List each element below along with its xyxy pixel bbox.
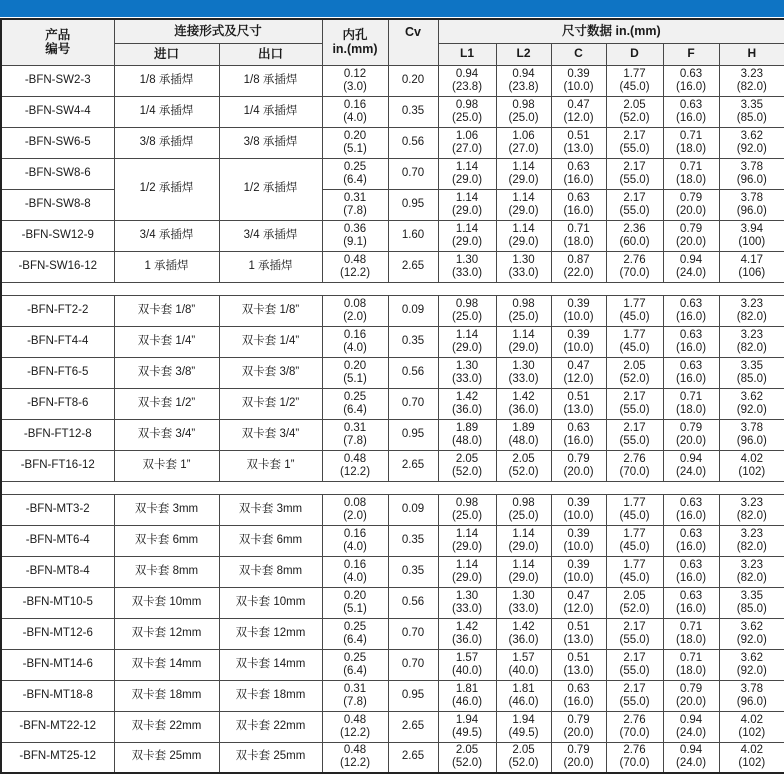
dim-f-cell: 0.79 (20.0) (663, 220, 719, 251)
dim-c-cell: 0.63 (16.0) (551, 419, 606, 450)
dim-f-cell: 0.71 (18.0) (663, 158, 719, 189)
outlet-cell: 双卡套 6mm (219, 525, 322, 556)
dim-c-cell: 0.39 (10.0) (551, 326, 606, 357)
cv-cell: 1.60 (388, 220, 438, 251)
dim-l1-cell: 0.94 (23.8) (438, 65, 496, 96)
product-code-cell: -BFN-FT12-8 (1, 419, 114, 450)
bore-cell: 0.48 (12.2) (322, 742, 388, 773)
dim-l2-cell: 1.14 (29.0) (496, 220, 551, 251)
dim-f-cell: 0.79 (20.0) (663, 680, 719, 711)
cv-cell: 0.56 (388, 127, 438, 158)
section-separator (1, 481, 784, 494)
dim-l2-cell: 1.06 (27.0) (496, 127, 551, 158)
outlet-cell: 双卡套 1” (219, 450, 322, 481)
product-code-cell: -BFN-SW4-4 (1, 96, 114, 127)
product-code-cell: -BFN-MT22-12 (1, 711, 114, 742)
dim-h-cell: 3.23 (82.0) (719, 494, 784, 525)
dim-c-cell: 0.39 (10.0) (551, 556, 606, 587)
product-code-cell: -BFN-SW6-5 (1, 127, 114, 158)
inlet-cell: 1/8 承插焊 (114, 65, 219, 96)
dim-f-cell: 0.94 (24.0) (663, 251, 719, 282)
dim-l1-cell: 1.14 (29.0) (438, 326, 496, 357)
dim-l2-cell: 1.14 (29.0) (496, 158, 551, 189)
dim-l1-cell: 2.05 (52.0) (438, 742, 496, 773)
dim-h-cell: 3.23 (82.0) (719, 326, 784, 357)
product-code-cell: -BFN-MT25-12 (1, 742, 114, 773)
dim-l2-cell: 1.14 (29.0) (496, 556, 551, 587)
table-row (1, 251, 784, 282)
section-separator (1, 282, 784, 295)
product-code-cell: -BFN-SW2-3 (1, 65, 114, 96)
dim-f-cell: 0.94 (24.0) (663, 742, 719, 773)
dim-l1-cell: 1.14 (29.0) (438, 220, 496, 251)
table-row (1, 711, 784, 742)
dim-l1-cell: 1.14 (29.0) (438, 189, 496, 220)
dim-l2-cell: 1.14 (29.0) (496, 525, 551, 556)
section-ft (1, 295, 784, 481)
table-row (1, 127, 784, 158)
dim-c-cell: 0.51 (13.0) (551, 649, 606, 680)
dim-c-cell: 0.51 (13.0) (551, 618, 606, 649)
bore-cell: 0.08 (2.0) (322, 295, 388, 326)
outlet-cell: 1/2 承插焊 (219, 158, 322, 220)
inlet-cell: 双卡套 8mm (114, 556, 219, 587)
product-number-header (1, 19, 114, 65)
dim-d-cell: 1.77 (45.0) (606, 65, 663, 96)
product-code-cell: -BFN-FT8-6 (1, 388, 114, 419)
dim-d-cell: 1.77 (45.0) (606, 326, 663, 357)
cv-cell: 0.70 (388, 649, 438, 680)
dim-d-cell: 2.36 (60.0) (606, 220, 663, 251)
dim-h-cell: 3.62 (92.0) (719, 127, 784, 158)
outlet-cell: 双卡套 8mm (219, 556, 322, 587)
header-row-1 (1, 19, 784, 43)
dim-c-cell: 0.63 (16.0) (551, 158, 606, 189)
dim-l1-cell: 1.42 (36.0) (438, 388, 496, 419)
dim-c-cell: 0.51 (13.0) (551, 127, 606, 158)
product-code-cell: -BFN-SW8-8 (1, 189, 114, 220)
dim-c-cell: 0.39 (10.0) (551, 494, 606, 525)
dim-l2-cell: 0.94 (23.8) (496, 65, 551, 96)
table-row (1, 65, 784, 96)
outlet-cell: 双卡套 1/4” (219, 326, 322, 357)
table-row (1, 388, 784, 419)
dim-d-cell: 2.05 (52.0) (606, 587, 663, 618)
cv-cell: 0.95 (388, 680, 438, 711)
dim-f-cell: 0.63 (16.0) (663, 587, 719, 618)
product-code-cell: -BFN-MT10-5 (1, 587, 114, 618)
table-row (1, 680, 784, 711)
bore-cell: 0.16 (4.0) (322, 96, 388, 127)
outlet-cell: 双卡套 25mm (219, 742, 322, 773)
dim-l1-cell: 2.05 (52.0) (438, 450, 496, 481)
bore-cell: 0.48 (12.2) (322, 450, 388, 481)
dim-d-cell: 1.77 (45.0) (606, 525, 663, 556)
cv-cell: 0.09 (388, 494, 438, 525)
dim-c-cell: 0.79 (20.0) (551, 450, 606, 481)
dim-d-cell: 2.17 (55.0) (606, 618, 663, 649)
bore-header-line2: in.(mm) (332, 42, 378, 57)
dim-h-cell: 3.94 (100) (719, 220, 784, 251)
bore-cell: 0.48 (12.2) (322, 711, 388, 742)
dim-l1-cell: 0.98 (25.0) (438, 295, 496, 326)
inlet-cell: 双卡套 12mm (114, 618, 219, 649)
dim-f-cell: 0.79 (20.0) (663, 419, 719, 450)
dim-l1-cell: 1.30 (33.0) (438, 587, 496, 618)
product-code-cell: -BFN-SW12-9 (1, 220, 114, 251)
cv-cell: 0.35 (388, 556, 438, 587)
cv-cell: 0.35 (388, 96, 438, 127)
dim-col-header-c: C (551, 43, 606, 65)
dim-d-cell: 1.77 (45.0) (606, 295, 663, 326)
dim-f-cell: 0.63 (16.0) (663, 96, 719, 127)
dim-d-cell: 2.17 (55.0) (606, 189, 663, 220)
product-code-cell: -BFN-MT18-8 (1, 680, 114, 711)
product-code-cell: -BFN-FT2-2 (1, 295, 114, 326)
outlet-cell: 双卡套 12mm (219, 618, 322, 649)
dim-l1-cell: 1.30 (33.0) (438, 251, 496, 282)
outlet-cell: 双卡套 1/8” (219, 295, 322, 326)
product-code-cell: -BFN-FT16-12 (1, 450, 114, 481)
table-row (1, 649, 784, 680)
dim-f-cell: 0.63 (16.0) (663, 525, 719, 556)
dim-l1-cell: 1.14 (29.0) (438, 525, 496, 556)
dim-f-cell: 0.71 (18.0) (663, 618, 719, 649)
inlet-cell: 双卡套 3/8” (114, 357, 219, 388)
dim-l2-cell: 0.98 (25.0) (496, 295, 551, 326)
table-row (1, 556, 784, 587)
cv-cell: 0.20 (388, 65, 438, 96)
dim-l2-cell: 1.89 (48.0) (496, 419, 551, 450)
dim-c-cell: 0.79 (20.0) (551, 711, 606, 742)
bore-cell: 0.16 (4.0) (322, 556, 388, 587)
bore-cell: 0.25 (6.4) (322, 158, 388, 189)
product-number-header-line2: 编号 (45, 42, 71, 57)
dim-c-cell: 0.79 (20.0) (551, 742, 606, 773)
inlet-cell: 双卡套 1” (114, 450, 219, 481)
dim-c-cell: 0.71 (18.0) (551, 220, 606, 251)
table-header (1, 19, 784, 65)
dim-l2-cell: 1.14 (29.0) (496, 326, 551, 357)
inlet-header: 进口 (114, 43, 219, 65)
outlet-cell: 3/4 承插焊 (219, 220, 322, 251)
inlet-cell: 双卡套 14mm (114, 649, 219, 680)
bore-cell: 0.20 (5.1) (322, 127, 388, 158)
dim-d-cell: 2.05 (52.0) (606, 357, 663, 388)
dim-c-cell: 0.39 (10.0) (551, 65, 606, 96)
table-row (1, 587, 784, 618)
inlet-cell: 1/4 承插焊 (114, 96, 219, 127)
cv-cell: 0.95 (388, 189, 438, 220)
table-row (1, 494, 784, 525)
bore-header-line1: 内孔 (342, 27, 368, 42)
dim-l1-cell: 1.14 (29.0) (438, 158, 496, 189)
dim-d-cell: 2.76 (70.0) (606, 742, 663, 773)
cv-cell: 0.35 (388, 326, 438, 357)
dim-d-cell: 2.05 (52.0) (606, 96, 663, 127)
separator-row (1, 481, 784, 494)
section-mt (1, 494, 784, 773)
dim-c-cell: 0.39 (10.0) (551, 525, 606, 556)
separator-cell (1, 481, 784, 494)
table-row (1, 326, 784, 357)
bore-cell: 0.31 (7.8) (322, 189, 388, 220)
dim-c-cell: 0.39 (10.0) (551, 295, 606, 326)
bore-cell: 0.25 (6.4) (322, 388, 388, 419)
table-row (1, 357, 784, 388)
dim-l2-cell: 1.81 (46.0) (496, 680, 551, 711)
table-row (1, 419, 784, 450)
dim-l1-cell: 1.30 (33.0) (438, 357, 496, 388)
bore-cell: 0.25 (6.4) (322, 618, 388, 649)
bore-cell: 0.48 (12.2) (322, 251, 388, 282)
dim-h-cell: 4.17 (106) (719, 251, 784, 282)
product-number-header-line1: 产品 (45, 27, 71, 42)
outlet-cell: 1/8 承插焊 (219, 65, 322, 96)
dim-l2-cell: 1.30 (33.0) (496, 357, 551, 388)
outlet-cell: 1 承插焊 (219, 251, 322, 282)
separator-row (1, 282, 784, 295)
dim-h-cell: 3.35 (85.0) (719, 357, 784, 388)
table-row (1, 295, 784, 326)
inlet-cell: 双卡套 1/2” (114, 388, 219, 419)
dim-h-cell: 3.62 (92.0) (719, 618, 784, 649)
dim-d-cell: 2.76 (70.0) (606, 251, 663, 282)
dim-l1-cell: 1.42 (36.0) (438, 618, 496, 649)
dim-c-cell: 0.47 (12.0) (551, 96, 606, 127)
dim-col-header-f: F (663, 43, 719, 65)
connection-header: 连接形式及尺寸 (114, 19, 322, 43)
dim-col-header-l1: L1 (438, 43, 496, 65)
dim-f-cell: 0.63 (16.0) (663, 556, 719, 587)
cv-cell: 2.65 (388, 742, 438, 773)
product-code-cell: -BFN-MT12-6 (1, 618, 114, 649)
dim-d-cell: 1.77 (45.0) (606, 494, 663, 525)
cv-cell: 2.65 (388, 711, 438, 742)
dim-l2-cell: 0.98 (25.0) (496, 494, 551, 525)
dim-h-cell: 3.78 (96.0) (719, 189, 784, 220)
dim-l1-cell: 1.57 (40.0) (438, 649, 496, 680)
bore-cell: 0.20 (5.1) (322, 587, 388, 618)
inlet-cell: 双卡套 25mm (114, 742, 219, 773)
outlet-cell: 双卡套 22mm (219, 711, 322, 742)
outlet-cell: 1/4 承插焊 (219, 96, 322, 127)
outlet-cell: 双卡套 1/2” (219, 388, 322, 419)
dim-col-header-l2: L2 (496, 43, 551, 65)
table-row (1, 618, 784, 649)
dim-h-cell: 3.35 (85.0) (719, 587, 784, 618)
outlet-cell: 双卡套 3/8” (219, 357, 322, 388)
product-code-cell: -BFN-MT6-4 (1, 525, 114, 556)
dim-c-cell: 0.47 (12.0) (551, 587, 606, 618)
cv-cell: 0.09 (388, 295, 438, 326)
dim-d-cell: 2.17 (55.0) (606, 388, 663, 419)
product-code-cell: -BFN-SW8-6 (1, 158, 114, 189)
table-row (1, 525, 784, 556)
dim-c-cell: 0.47 (12.0) (551, 357, 606, 388)
bore-cell: 0.31 (7.8) (322, 680, 388, 711)
dim-f-cell: 0.63 (16.0) (663, 65, 719, 96)
outlet-cell: 3/8 承插焊 (219, 127, 322, 158)
dim-l2-cell: 1.57 (40.0) (496, 649, 551, 680)
table-row (1, 158, 784, 189)
dim-h-cell: 3.23 (82.0) (719, 65, 784, 96)
bore-cell: 0.31 (7.8) (322, 419, 388, 450)
table-row (1, 96, 784, 127)
table-row (1, 450, 784, 481)
dim-l2-cell: 1.30 (33.0) (496, 251, 551, 282)
outlet-cell: 双卡套 10mm (219, 587, 322, 618)
dim-h-cell: 3.23 (82.0) (719, 295, 784, 326)
dim-h-cell: 4.02 (102) (719, 742, 784, 773)
inlet-cell: 1 承插焊 (114, 251, 219, 282)
dim-h-cell: 4.02 (102) (719, 450, 784, 481)
product-code-cell: -BFN-SW16-12 (1, 251, 114, 282)
table-row (1, 742, 784, 773)
dim-f-cell: 0.79 (20.0) (663, 189, 719, 220)
product-code-cell: -BFN-MT14-6 (1, 649, 114, 680)
dim-col-header-d: D (606, 43, 663, 65)
inlet-cell: 3/8 承插焊 (114, 127, 219, 158)
dim-l2-cell: 2.05 (52.0) (496, 450, 551, 481)
bore-cell: 0.16 (4.0) (322, 326, 388, 357)
cv-cell: 0.70 (388, 388, 438, 419)
bore-cell: 0.36 (9.1) (322, 220, 388, 251)
product-code-cell: -BFN-MT3-2 (1, 494, 114, 525)
bore-cell: 0.16 (4.0) (322, 525, 388, 556)
inlet-cell: 3/4 承插焊 (114, 220, 219, 251)
inlet-cell: 双卡套 3/4” (114, 419, 219, 450)
dim-l2-cell: 1.30 (33.0) (496, 587, 551, 618)
inlet-cell: 双卡套 10mm (114, 587, 219, 618)
dim-h-cell: 3.78 (96.0) (719, 419, 784, 450)
dim-f-cell: 0.63 (16.0) (663, 326, 719, 357)
bore-cell: 0.20 (5.1) (322, 357, 388, 388)
dim-f-cell: 0.63 (16.0) (663, 295, 719, 326)
spec-table (0, 18, 784, 774)
inlet-cell: 1/2 承插焊 (114, 158, 219, 220)
dim-d-cell: 1.77 (45.0) (606, 556, 663, 587)
cv-cell: 0.56 (388, 587, 438, 618)
dim-f-cell: 0.63 (16.0) (663, 494, 719, 525)
table-row (1, 220, 784, 251)
dim-h-cell: 3.62 (92.0) (719, 388, 784, 419)
dim-l2-cell: 1.94 (49.5) (496, 711, 551, 742)
product-code-cell: -BFN-FT4-4 (1, 326, 114, 357)
dimension-data-header: 尺寸数据 in.(mm) (438, 19, 784, 43)
dim-d-cell: 2.17 (55.0) (606, 127, 663, 158)
dim-l1-cell: 1.06 (27.0) (438, 127, 496, 158)
inlet-cell: 双卡套 3mm (114, 494, 219, 525)
dim-d-cell: 2.17 (55.0) (606, 649, 663, 680)
dim-f-cell: 0.94 (24.0) (663, 450, 719, 481)
cv-cell: 2.65 (388, 251, 438, 282)
dim-d-cell: 2.17 (55.0) (606, 680, 663, 711)
dim-h-cell: 3.23 (82.0) (719, 525, 784, 556)
inlet-cell: 双卡套 18mm (114, 680, 219, 711)
dim-l2-cell: 0.98 (25.0) (496, 96, 551, 127)
dim-h-cell: 3.78 (96.0) (719, 158, 784, 189)
dim-l1-cell: 1.89 (48.0) (438, 419, 496, 450)
outlet-cell: 双卡套 3/4” (219, 419, 322, 450)
dim-f-cell: 0.71 (18.0) (663, 127, 719, 158)
dim-d-cell: 2.17 (55.0) (606, 158, 663, 189)
inlet-cell: 双卡套 6mm (114, 525, 219, 556)
product-code-cell: -BFN-MT8-4 (1, 556, 114, 587)
dim-l1-cell: 1.81 (46.0) (438, 680, 496, 711)
dim-d-cell: 2.76 (70.0) (606, 711, 663, 742)
bore-cell: 0.25 (6.4) (322, 649, 388, 680)
cv-cell: 2.65 (388, 450, 438, 481)
inlet-cell: 双卡套 22mm (114, 711, 219, 742)
dim-f-cell: 0.71 (18.0) (663, 388, 719, 419)
separator-cell (1, 282, 784, 295)
dim-l1-cell: 1.94 (49.5) (438, 711, 496, 742)
dim-h-cell: 3.78 (96.0) (719, 680, 784, 711)
cv-cell: 0.35 (388, 525, 438, 556)
outlet-header: 出口 (219, 43, 322, 65)
dim-c-cell: 0.87 (22.0) (551, 251, 606, 282)
dim-h-cell: 4.02 (102) (719, 711, 784, 742)
dim-l1-cell: 0.98 (25.0) (438, 96, 496, 127)
dim-l1-cell: 0.98 (25.0) (438, 494, 496, 525)
bore-cell: 0.12 (3.0) (322, 65, 388, 96)
dim-l2-cell: 1.42 (36.0) (496, 388, 551, 419)
dim-h-cell: 3.23 (82.0) (719, 556, 784, 587)
dim-col-header-h: H (719, 43, 784, 65)
dim-d-cell: 2.17 (55.0) (606, 419, 663, 450)
section-sw (1, 65, 784, 282)
cv-header: Cv (388, 19, 438, 65)
bore-cell: 0.08 (2.0) (322, 494, 388, 525)
cv-cell: 0.56 (388, 357, 438, 388)
product-code-cell: -BFN-FT6-5 (1, 357, 114, 388)
bore-header (322, 19, 388, 65)
dim-f-cell: 0.63 (16.0) (663, 357, 719, 388)
cv-cell: 0.70 (388, 618, 438, 649)
dim-d-cell: 2.76 (70.0) (606, 450, 663, 481)
dim-l1-cell: 1.14 (29.0) (438, 556, 496, 587)
outlet-cell: 双卡套 14mm (219, 649, 322, 680)
dim-c-cell: 0.63 (16.0) (551, 680, 606, 711)
dim-f-cell: 0.71 (18.0) (663, 649, 719, 680)
outlet-cell: 双卡套 18mm (219, 680, 322, 711)
outlet-cell: 双卡套 3mm (219, 494, 322, 525)
dim-f-cell: 0.94 (24.0) (663, 711, 719, 742)
dim-l2-cell: 2.05 (52.0) (496, 742, 551, 773)
title-bar (0, 0, 784, 17)
cv-cell: 0.95 (388, 419, 438, 450)
cv-cell: 0.70 (388, 158, 438, 189)
inlet-cell: 双卡套 1/8” (114, 295, 219, 326)
dim-h-cell: 3.35 (85.0) (719, 96, 784, 127)
dim-c-cell: 0.63 (16.0) (551, 189, 606, 220)
inlet-cell: 双卡套 1/4” (114, 326, 219, 357)
dim-l2-cell: 1.42 (36.0) (496, 618, 551, 649)
dim-l2-cell: 1.14 (29.0) (496, 189, 551, 220)
dim-c-cell: 0.51 (13.0) (551, 388, 606, 419)
dim-h-cell: 3.62 (92.0) (719, 649, 784, 680)
